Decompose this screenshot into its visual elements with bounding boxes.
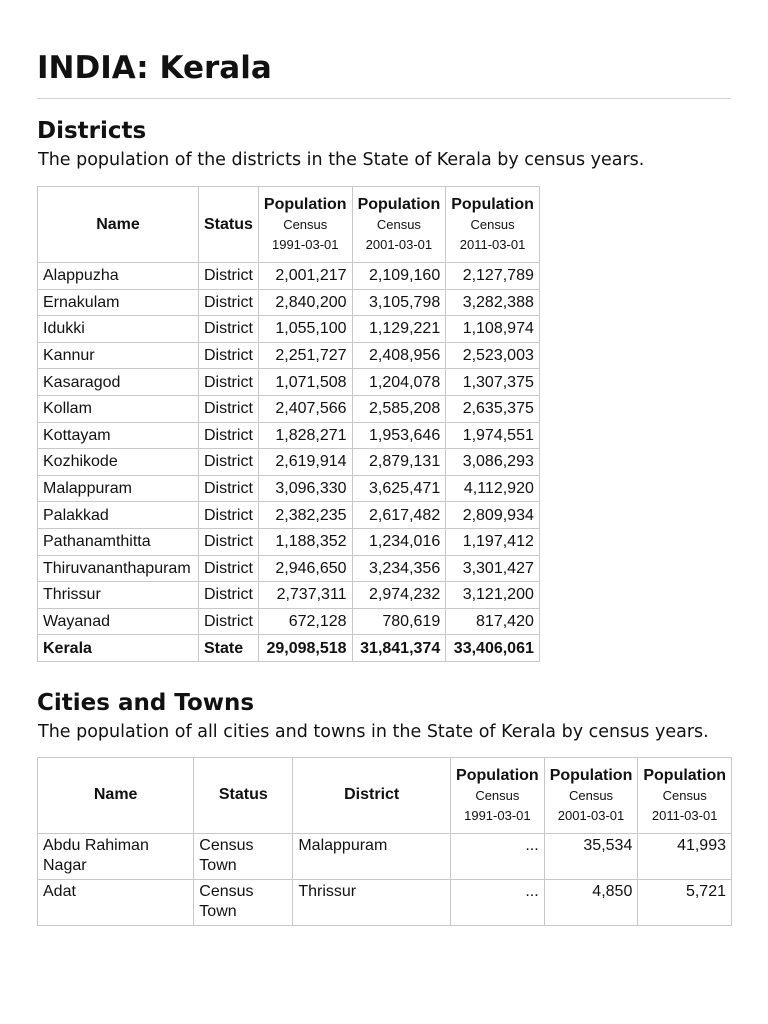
population-2011: 817,420 xyxy=(446,608,540,635)
population-2001: 2,879,131 xyxy=(352,449,446,476)
population-2001: 2,408,956 xyxy=(352,342,446,369)
district-name[interactable]: Thrissur xyxy=(38,582,199,609)
population-1991: 2,737,311 xyxy=(258,582,352,609)
population-2001: 35,534 xyxy=(544,833,638,879)
cities-heading: Cities and Towns xyxy=(37,689,255,716)
district-status: District xyxy=(199,422,259,449)
city-district[interactable]: Thrissur xyxy=(293,879,451,925)
population-2001: 3,625,471 xyxy=(352,475,446,502)
col-header-label: Population xyxy=(549,766,633,784)
population-2001: 3,234,356 xyxy=(352,555,446,582)
district-name[interactable]: Palakkad xyxy=(38,502,199,529)
col-header-label: Population xyxy=(456,766,539,784)
district-status: District xyxy=(199,502,259,529)
col-header-census: Census xyxy=(283,217,328,232)
district-status: District xyxy=(199,528,259,555)
table-row xyxy=(38,555,540,582)
districts-header-row xyxy=(38,187,540,263)
district-status: District xyxy=(199,369,259,396)
district-status: District xyxy=(199,316,259,343)
population-2011: 1,197,412 xyxy=(446,528,540,555)
col-header-date: 2011-03-01 xyxy=(651,807,718,823)
population-2011: 3,301,427 xyxy=(446,555,540,582)
population-2011: 3,282,388 xyxy=(446,289,540,316)
district-status: District xyxy=(199,395,259,422)
table-row xyxy=(38,449,540,476)
col-header-name[interactable]: Name xyxy=(38,757,194,833)
city-status: Census Town xyxy=(194,833,293,879)
population-1991: 1,071,508 xyxy=(258,369,352,396)
districts-section xyxy=(37,116,731,662)
district-status: District xyxy=(199,608,259,635)
col-header-population-2011[interactable] xyxy=(638,757,732,833)
district-name[interactable]: Ernakulam xyxy=(38,289,199,316)
population-2001: 4,850 xyxy=(544,879,638,925)
population-2001: 2,617,482 xyxy=(352,502,446,529)
district-status: District xyxy=(199,289,259,316)
population-2011: 2,127,789 xyxy=(446,263,540,290)
state-name[interactable]: Kerala xyxy=(38,635,199,662)
population-2011: 3,121,200 xyxy=(446,582,540,609)
district-name[interactable]: Kasaragod xyxy=(38,369,199,396)
col-header-population-1991[interactable] xyxy=(258,187,352,263)
table-row xyxy=(38,502,540,529)
population-2011: 4,112,920 xyxy=(446,475,540,502)
population-2011: 3,086,293 xyxy=(446,449,540,476)
population-1991: 2,946,650 xyxy=(258,555,352,582)
population-1991: ... xyxy=(451,879,545,925)
population-2011: 2,635,375 xyxy=(446,395,540,422)
col-header-census: Census xyxy=(376,217,421,232)
population-2001: 2,109,160 xyxy=(352,263,446,290)
district-name[interactable]: Wayanad xyxy=(38,608,199,635)
cities-header-row xyxy=(38,757,732,833)
col-header-date: 2001-03-01 xyxy=(557,807,625,823)
population-1991: 672,128 xyxy=(258,608,352,635)
population-2001: 1,129,221 xyxy=(352,316,446,343)
district-name[interactable]: Alappuzha xyxy=(38,263,199,290)
col-header-label: Population xyxy=(357,196,441,213)
districts-description: The population of the districts in the State of Kerala by census years. xyxy=(38,150,645,170)
population-2001: 2,974,232 xyxy=(352,582,446,609)
table-row xyxy=(38,369,540,396)
population-2001: 3,105,798 xyxy=(352,289,446,316)
table-row xyxy=(38,263,540,290)
population-1991: 29,098,518 xyxy=(258,635,352,662)
population-1991: 2,382,235 xyxy=(258,502,352,529)
population-1991: 2,251,727 xyxy=(258,342,352,369)
district-name[interactable]: Kannur xyxy=(38,342,199,369)
city-district[interactable]: Malappuram xyxy=(293,833,451,879)
district-status: District xyxy=(199,475,259,502)
population-2011: 1,108,974 xyxy=(446,316,540,343)
col-header-census: Census xyxy=(662,787,707,803)
population-2001: 780,619 xyxy=(352,608,446,635)
col-header-date: 2011-03-01 xyxy=(459,237,526,252)
col-header-population-1991[interactable] xyxy=(451,757,545,833)
district-name[interactable]: Kozhikode xyxy=(38,449,199,476)
col-header-population-2011[interactable] xyxy=(446,187,540,263)
district-status: District xyxy=(199,449,259,476)
population-2001: 2,585,208 xyxy=(352,395,446,422)
population-2001: 1,204,078 xyxy=(352,369,446,396)
population-1991: 2,840,200 xyxy=(258,289,352,316)
city-name[interactable]: Abdu Rahiman Nagar xyxy=(38,833,194,879)
population-2001: 1,953,646 xyxy=(352,422,446,449)
table-total-row xyxy=(38,635,540,662)
population-1991: 3,096,330 xyxy=(258,475,352,502)
population-2011: 2,523,003 xyxy=(446,342,540,369)
col-header-census: Census xyxy=(470,217,515,232)
col-header-date: 1991-03-01 xyxy=(271,237,339,252)
population-1991: 1,188,352 xyxy=(258,528,352,555)
population-2011: 2,809,934 xyxy=(446,502,540,529)
district-name[interactable]: Kollam xyxy=(38,395,199,422)
population-2011: 1,974,551 xyxy=(446,422,540,449)
district-status: District xyxy=(199,342,259,369)
cities-table-body xyxy=(38,833,732,925)
table-row xyxy=(38,608,540,635)
population-2001: 31,841,374 xyxy=(352,635,446,662)
district-name[interactable]: Pathanamthitta xyxy=(38,528,199,555)
state-status: State xyxy=(199,635,259,662)
population-2011: 33,406,061 xyxy=(446,635,540,662)
district-status: District xyxy=(199,582,259,609)
district-status: District xyxy=(199,555,259,582)
table-row xyxy=(38,395,540,422)
col-header-label: Population xyxy=(451,196,534,213)
population-2011: 5,721 xyxy=(638,879,732,925)
districts-table-body xyxy=(38,263,540,662)
population-2011: 41,993 xyxy=(638,833,732,879)
col-header-census: Census xyxy=(568,787,614,803)
title-divider xyxy=(37,98,731,99)
population-1991: 2,619,914 xyxy=(258,449,352,476)
table-row xyxy=(38,475,540,502)
col-header-population-2001[interactable] xyxy=(352,187,446,263)
table-row xyxy=(38,833,732,879)
col-header-name[interactable]: Name xyxy=(38,187,199,263)
district-name[interactable]: Thiruvananthapuram xyxy=(38,555,199,582)
table-row xyxy=(38,342,540,369)
district-name[interactable]: Kottayam xyxy=(38,422,199,449)
population-2011: 1,307,375 xyxy=(446,369,540,396)
population-1991: 1,055,100 xyxy=(258,316,352,343)
col-header-date: 2001-03-01 xyxy=(365,237,433,252)
population-1991: 1,828,271 xyxy=(258,422,352,449)
cities-section xyxy=(37,688,731,926)
page-title: INDIA: Kerala xyxy=(37,50,272,86)
col-header-label: Population xyxy=(263,196,347,213)
col-header-date: 1991-03-01 xyxy=(464,807,531,823)
population-1991: 2,001,217 xyxy=(258,263,352,290)
col-header-census: Census xyxy=(475,787,520,803)
city-status: Census Town xyxy=(194,879,293,925)
col-header-district[interactable]: District xyxy=(293,757,451,833)
col-header-status[interactable]: Status xyxy=(194,757,293,833)
districts-table xyxy=(37,186,540,662)
population-1991: 2,407,566 xyxy=(258,395,352,422)
col-header-label: Population xyxy=(643,766,726,784)
population-1991: ... xyxy=(451,833,545,879)
cities-table xyxy=(37,757,732,926)
district-name[interactable]: Idukki xyxy=(38,316,199,343)
table-row xyxy=(38,289,540,316)
districts-heading: Districts xyxy=(37,118,147,144)
district-status: District xyxy=(199,263,259,290)
population-2001: 1,234,016 xyxy=(352,528,446,555)
district-name[interactable]: Malappuram xyxy=(38,475,199,502)
table-row xyxy=(38,582,540,609)
table-row xyxy=(38,879,732,925)
col-header-status[interactable]: Status xyxy=(199,187,259,263)
col-header-population-2001[interactable] xyxy=(544,757,638,833)
city-name[interactable]: Adat xyxy=(38,879,194,925)
table-row xyxy=(38,422,540,449)
cities-description: The population of all cities and towns in the State of Kerala by census years. xyxy=(38,721,709,742)
table-row xyxy=(38,528,540,555)
table-row xyxy=(38,316,540,343)
